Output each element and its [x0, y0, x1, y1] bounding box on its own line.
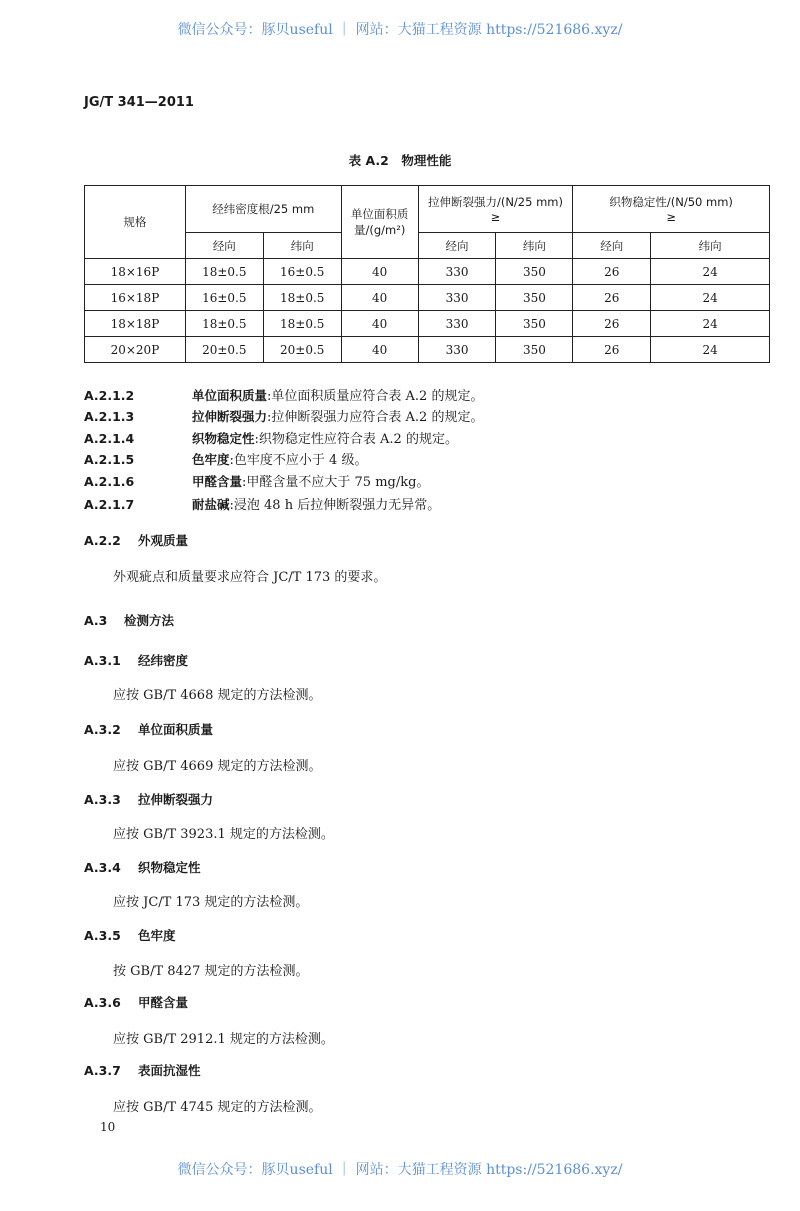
section-text: 应按 GB/T 4668 规定的方法检测。 — [113, 688, 322, 703]
clause-text: 浸泡 48 h 后拉伸断裂强力无异常。 — [233, 498, 441, 513]
header-mass: 单位面积质量/(g/m²) — [341, 186, 418, 259]
header-weft: 纬向 — [651, 233, 770, 259]
section-title: 甲醛含量 — [138, 995, 189, 1010]
clause-title: 织物稳定性 — [192, 431, 255, 446]
stability-label: 织物稳定性/(N/50 mm) — [609, 195, 733, 209]
section-heading — [84, 858, 201, 876]
table-row — [85, 259, 770, 285]
section-title: 色牢度 — [138, 928, 176, 943]
table-cell: 350 — [496, 285, 573, 311]
header-tensile — [418, 186, 573, 233]
table-cell: 350 — [496, 337, 573, 363]
section-number: A.3.3 — [84, 792, 121, 807]
table-cell: 330 — [418, 285, 496, 311]
clause-colon: : — [267, 389, 272, 404]
clause-title: 甲醛含量 — [192, 474, 243, 489]
section-heading — [84, 993, 188, 1011]
table-caption: 表 A.2 物理性能 — [348, 153, 452, 168]
section-heading — [84, 531, 188, 549]
section-title: 表面抗湿性 — [138, 1063, 201, 1078]
table-cell: 330 — [418, 337, 496, 363]
section-title: 单位面积质量 — [138, 722, 214, 737]
clause-title: 拉伸断裂强力 — [192, 409, 268, 424]
section-text: 应按 GB/T 2912.1 规定的方法检测。 — [113, 1032, 334, 1047]
table-cell: 26 — [573, 337, 651, 363]
clause-number: A.2.1.5 — [84, 452, 135, 467]
clause-number: A.2.1.4 — [84, 431, 135, 446]
clause-number: A.2.1.3 — [84, 409, 135, 424]
section-text: 应按 JC/T 173 规定的方法检测。 — [113, 895, 309, 910]
table-cell: 18±0.5 — [185, 311, 263, 337]
section-title: 织物稳定性 — [138, 860, 201, 875]
header-warp: 经向 — [418, 233, 496, 259]
section-title: 拉伸断裂强力 — [138, 792, 214, 807]
table-cell: 40 — [341, 259, 418, 285]
table-cell: 40 — [341, 337, 418, 363]
table-cell: 330 — [418, 259, 496, 285]
watermark-top: 微信公众号：豚贝useful ｜ 网站：大猫工程资源 https://521686.xyz/ — [177, 22, 623, 38]
section-text: 外观疵点和质量要求应符合 JC/T 173 的要求。 — [113, 570, 387, 585]
section-heading — [84, 790, 213, 808]
header-spec: 规格 — [85, 186, 186, 259]
table-cell: 24 — [651, 259, 770, 285]
table-cell: 26 — [573, 259, 651, 285]
clause-number: A.2.1.2 — [84, 388, 135, 403]
clause — [84, 406, 483, 425]
clause-colon: : — [242, 475, 247, 490]
clause-text: 色牢度不应小于 4 级。 — [233, 453, 368, 468]
section-heading — [84, 651, 188, 669]
section-number: A.3.2 — [84, 722, 121, 737]
table-cell: 20±0.5 — [185, 337, 263, 363]
section-title: 检测方法 — [124, 613, 175, 628]
table-cell: 18±0.5 — [185, 259, 263, 285]
clause — [84, 449, 367, 468]
table-cell: 24 — [651, 285, 770, 311]
section-heading — [84, 611, 174, 629]
clause-number: A.2.1.7 — [84, 497, 135, 512]
clause-text: 单位面积质量应符合表 A.2 的规定。 — [271, 389, 484, 404]
header-weft: 纬向 — [496, 233, 573, 259]
clause — [84, 385, 483, 404]
section-heading — [84, 720, 213, 738]
table-cell: 350 — [496, 311, 573, 337]
clause-colon: : — [229, 498, 234, 513]
clause-text: 织物稳定性应符合表 A.2 的规定。 — [258, 432, 458, 447]
table-cell: 350 — [496, 259, 573, 285]
table-row — [85, 311, 770, 337]
clause — [84, 494, 440, 513]
section-heading — [84, 1061, 201, 1079]
header-warp: 经向 — [573, 233, 651, 259]
clause-colon: : — [267, 410, 272, 425]
section-number: A.3.5 — [84, 928, 121, 943]
stability-ge: ≥ — [666, 210, 676, 224]
table-row — [85, 285, 770, 311]
section-number: A.3 — [84, 613, 108, 628]
section-number: A.3.7 — [84, 1063, 121, 1078]
standard-number: JG/T 341—2011 — [84, 95, 194, 110]
table-cell: 18±0.5 — [263, 311, 341, 337]
section-heading — [84, 926, 176, 944]
clause — [84, 428, 458, 447]
table-cell: 24 — [651, 311, 770, 337]
table-cell: 26 — [573, 285, 651, 311]
watermark-bottom: 微信公众号：豚贝useful ｜ 网站：大猫工程资源 https://521686.xyz/ — [177, 1162, 623, 1178]
clause-title: 耐盐碱 — [192, 497, 230, 512]
table-row — [85, 337, 770, 363]
clause-title: 色牢度 — [192, 452, 230, 467]
table-cell: 40 — [341, 285, 418, 311]
clause-number: A.2.1.6 — [84, 474, 135, 489]
clause-text: 甲醛含量不应大于 75 mg/kg。 — [246, 475, 430, 490]
table-cell: 18±0.5 — [263, 285, 341, 311]
table-cell: 40 — [341, 311, 418, 337]
section-number: A.2.2 — [84, 533, 121, 548]
tensile-ge: ≥ — [490, 210, 501, 224]
table-cell: 20×20P — [85, 337, 186, 363]
header-density: 经纬密度根/25 mm — [185, 186, 341, 233]
table-cell: 330 — [418, 311, 496, 337]
clause-colon: : — [229, 453, 234, 468]
header-warp: 经向 — [185, 233, 263, 259]
clause-title: 单位面积质量 — [192, 388, 268, 403]
section-number: A.3.1 — [84, 653, 121, 668]
table-cell: 18×16P — [85, 259, 186, 285]
clause — [84, 471, 429, 490]
table-cell: 16±0.5 — [185, 285, 263, 311]
header-stability — [573, 186, 770, 233]
table-cell: 18×18P — [85, 311, 186, 337]
section-number: A.3.6 — [84, 995, 121, 1010]
table-cell: 16×18P — [85, 285, 186, 311]
section-text: 应按 GB/T 4745 规定的方法检测。 — [113, 1100, 322, 1115]
clause-text: 拉伸断裂强力应符合表 A.2 的规定。 — [271, 410, 484, 425]
tensile-label: 拉伸断裂强力/(N/25 mm) — [427, 195, 563, 209]
section-title: 外观质量 — [138, 533, 189, 548]
clause-colon: : — [254, 432, 259, 447]
section-text: 按 GB/T 8427 规定的方法检测。 — [113, 964, 309, 979]
table-cell: 24 — [651, 337, 770, 363]
section-title: 经纬密度 — [138, 653, 189, 668]
physical-properties-table — [84, 185, 770, 363]
section-text: 应按 GB/T 3923.1 规定的方法检测。 — [113, 827, 334, 842]
section-text: 应按 GB/T 4669 规定的方法检测。 — [113, 759, 322, 774]
header-weft: 纬向 — [263, 233, 341, 259]
page-number: 10 — [100, 1120, 116, 1134]
table-cell: 20±0.5 — [263, 337, 341, 363]
section-number: A.3.4 — [84, 860, 121, 875]
table-cell: 16±0.5 — [263, 259, 341, 285]
table-cell: 26 — [573, 311, 651, 337]
